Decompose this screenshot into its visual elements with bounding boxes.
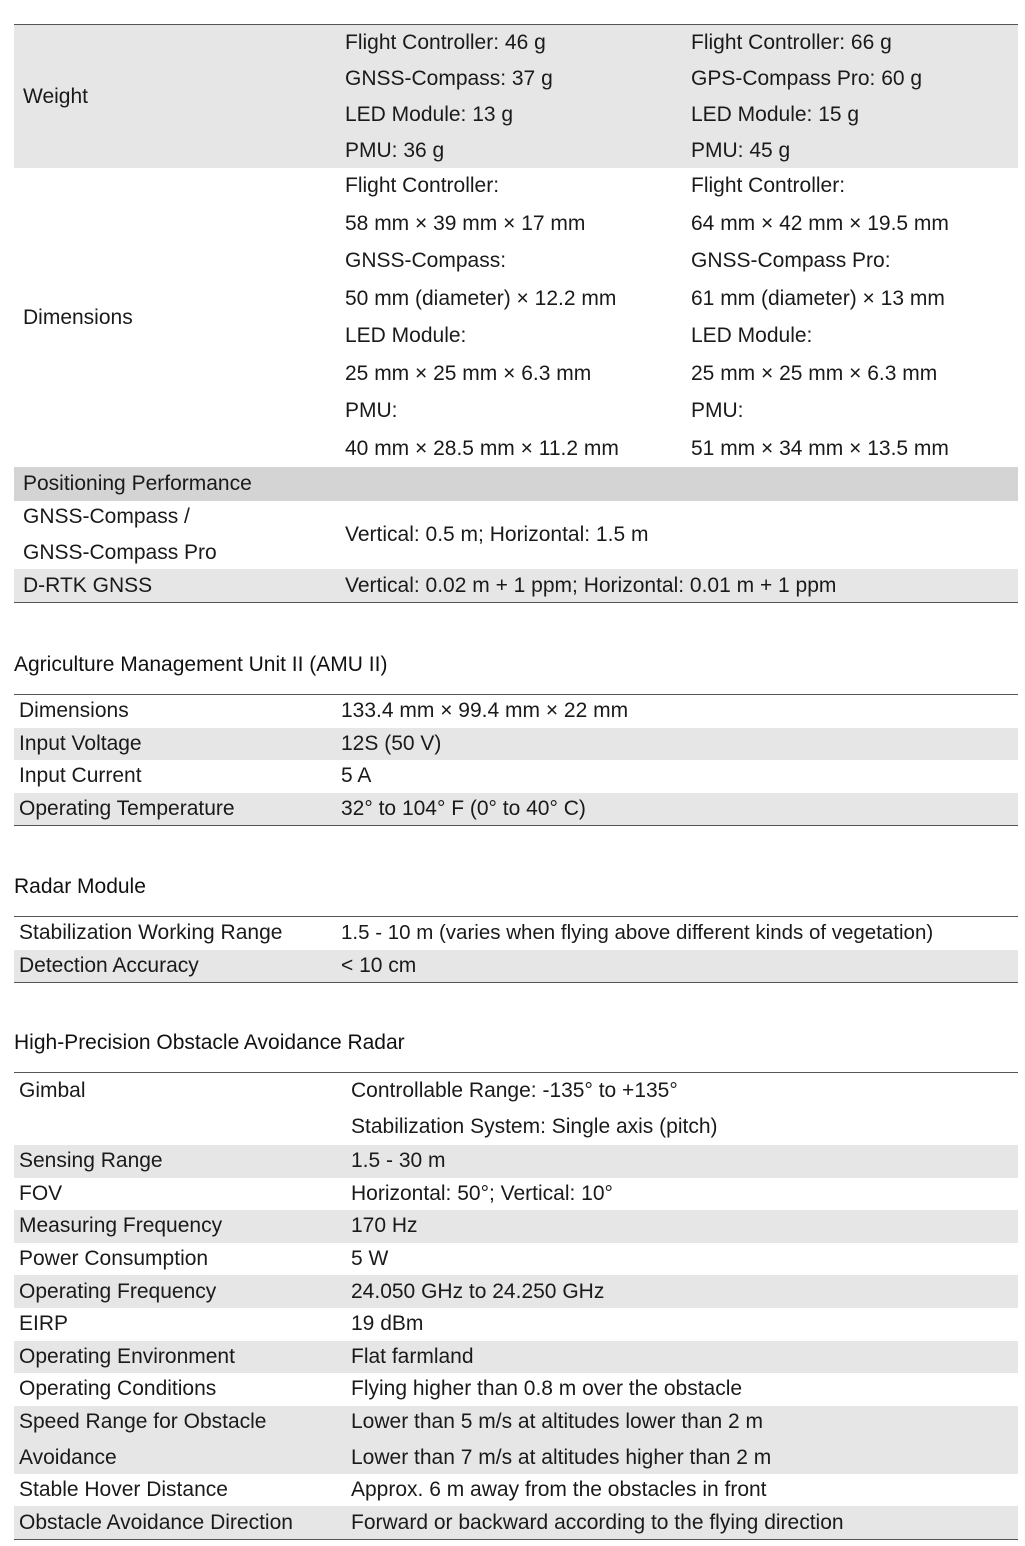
weight-a-line: Flight Controller: 46 g [345,30,546,54]
table-row [14,1506,1018,1539]
radar-table [14,916,1018,983]
gnss-label-line: GNSS-Compass Pro [23,541,217,564]
dim-b-line: Flight Controller: [691,174,846,197]
gimbal-values [351,1073,1018,1145]
dim-a-line: GNSS-Compass: [345,249,507,273]
table-row [14,1145,1018,1178]
radar-label: Stabilization Working Range [19,921,283,945]
gimbal-row [14,1073,1018,1145]
gnss-compass-value: Vertical: 0.5 m; Horizontal: 1.5 m [345,523,649,546]
hp-value: Flying higher than 0.8 m over the obstacle [351,1377,743,1401]
dimensions-values-a [345,168,691,467]
weight-a-line: GNSS-Compass: 37 g [345,66,553,90]
hp-radar-table [14,1072,1018,1540]
weight-values-b [691,25,1018,169]
weight-a-line: LED Module: 13 g [345,102,514,126]
dim-b-line: 25 mm × 25 mm × 6.3 mm [691,361,938,385]
table-row [14,1243,1018,1276]
gnss-compass-label [14,499,345,571]
hp-value: 5 W [351,1247,389,1271]
table-row [14,695,1018,728]
dim-a-line: LED Module: [345,324,467,348]
gimbal-line: Controllable Range: -135° to +135° [351,1079,678,1102]
hp-label: Stable Hover Distance [19,1478,228,1502]
weight-label: Weight [23,84,88,108]
table-row [14,1474,1018,1507]
amu-label: Input Current [19,764,142,788]
table-row [14,1275,1018,1308]
hp-label: Operating Environment [19,1344,235,1368]
hp-label: Operating Frequency [19,1279,217,1303]
table-row [14,793,1018,826]
hp-value: 170 Hz [351,1214,418,1238]
hp-value: Horizontal: 50°; Vertical: 10° [351,1181,613,1205]
radar-value: 1.5 - 10 m (varies when flying above different kinds of vegetation) [341,921,934,945]
speed-range-values [351,1404,1018,1476]
dimensions-label: Dimensions [23,305,133,329]
flight-controller-table [14,24,1018,603]
radar-label: Detection Accuracy [19,953,199,977]
amu-value: 12S (50 V) [341,731,442,755]
drtk-value: Vertical: 0.02 m + 1 ppm; Horizontal: 0.01 m + 1 ppm [345,573,837,597]
weight-b-line: GPS-Compass Pro: 60 g [691,66,923,90]
hp-label: Sensing Range [19,1149,163,1173]
speed-line: Lower than 5 m/s at altitudes lower than 2 m [351,1409,764,1433]
gimbal-line: Stabilization System: Single axis (pitch) [351,1115,718,1138]
speed-label-line: Avoidance [19,1445,117,1469]
weight-values-a [345,25,691,169]
positioning-header: Positioning Performance [23,472,252,495]
dim-b-line: PMU: [691,399,744,423]
table-row [14,728,1018,761]
amu-value: 32° to 104° F (0° to 40° C) [341,797,586,821]
table-row [14,950,1018,983]
dim-a-line: 58 mm × 39 mm × 17 mm [345,211,586,235]
amu-label: Input Voltage [19,731,142,755]
speed-range-row [14,1406,1018,1474]
table-row [14,760,1018,793]
dim-a-line: 50 mm (diameter) × 12.2 mm [345,286,617,310]
speed-range-label [14,1404,351,1476]
amu-label: Dimensions [19,699,129,723]
hp-label: Obstacle Avoidance Direction [19,1510,293,1534]
radar-value: < 10 cm [341,953,417,977]
table-row [14,917,1018,950]
drtk-row [14,569,1018,603]
dim-a-line: 40 mm × 28.5 mm × 11.2 mm [345,436,619,460]
dim-a-line: Flight Controller: [345,174,500,197]
dim-b-line: 51 mm × 34 mm × 13.5 mm [691,436,949,460]
amu-label: Operating Temperature [19,797,235,821]
hp-label: EIRP [19,1312,69,1336]
dim-b-line: 61 mm (diameter) × 13 mm [691,286,945,310]
amu-title: Agriculture Management Unit II (AMU II) [14,653,388,676]
weight-b-line: PMU: 45 g [691,138,791,162]
table-row [14,1341,1018,1374]
dimensions-values-b [691,168,1018,467]
table-row [14,1373,1018,1406]
hp-value: Approx. 6 m away from the obstacles in front [351,1478,767,1502]
hp-label: Power Consumption [19,1247,209,1271]
radar-title: Radar Module [14,875,146,898]
speed-line: Lower than 7 m/s at altitudes higher than 2 m [351,1445,772,1469]
dim-a-line: PMU: [345,399,398,423]
amu-value: 5 A [341,764,372,788]
hp-value: 24.050 GHz to 24.250 GHz [351,1279,605,1303]
dimensions-row [14,168,1018,467]
dim-b-line: 64 mm × 42 mm × 19.5 mm [691,211,949,235]
gnss-label-line: GNSS-Compass / [23,505,190,528]
dim-b-line: LED Module: [691,324,813,348]
table-row [14,1210,1018,1243]
weight-b-line: Flight Controller: 66 g [691,30,892,54]
hp-value: Flat farmland [351,1344,474,1368]
hp-value: 19 dBm [351,1312,424,1336]
weight-b-line: LED Module: 15 g [691,102,860,126]
amu-table [14,694,1018,826]
weight-a-line: PMU: 36 g [345,138,445,162]
amu-value: 133.4 mm × 99.4 mm × 22 mm [341,699,629,723]
hp-value: 1.5 - 30 m [351,1149,446,1173]
hp-label: FOV [19,1181,63,1205]
dim-b-line: GNSS-Compass Pro: [691,249,891,273]
table-row [14,1178,1018,1211]
positioning-header-row [14,467,1018,501]
table-row [14,1308,1018,1341]
dim-a-line: 25 mm × 25 mm × 6.3 mm [345,361,592,385]
gnss-compass-row [14,501,1018,569]
hp-radar-title: High-Precision Obstacle Avoidance Radar [14,1031,405,1054]
gimbal-label: Gimbal [19,1079,86,1102]
speed-label-line: Speed Range for Obstacle [19,1409,267,1433]
drtk-label: D-RTK GNSS [23,573,153,597]
hp-value: Forward or backward according to the flying direction [351,1510,844,1534]
hp-label: Operating Conditions [19,1377,217,1401]
hp-label: Measuring Frequency [19,1214,223,1238]
weight-row [14,25,1018,168]
